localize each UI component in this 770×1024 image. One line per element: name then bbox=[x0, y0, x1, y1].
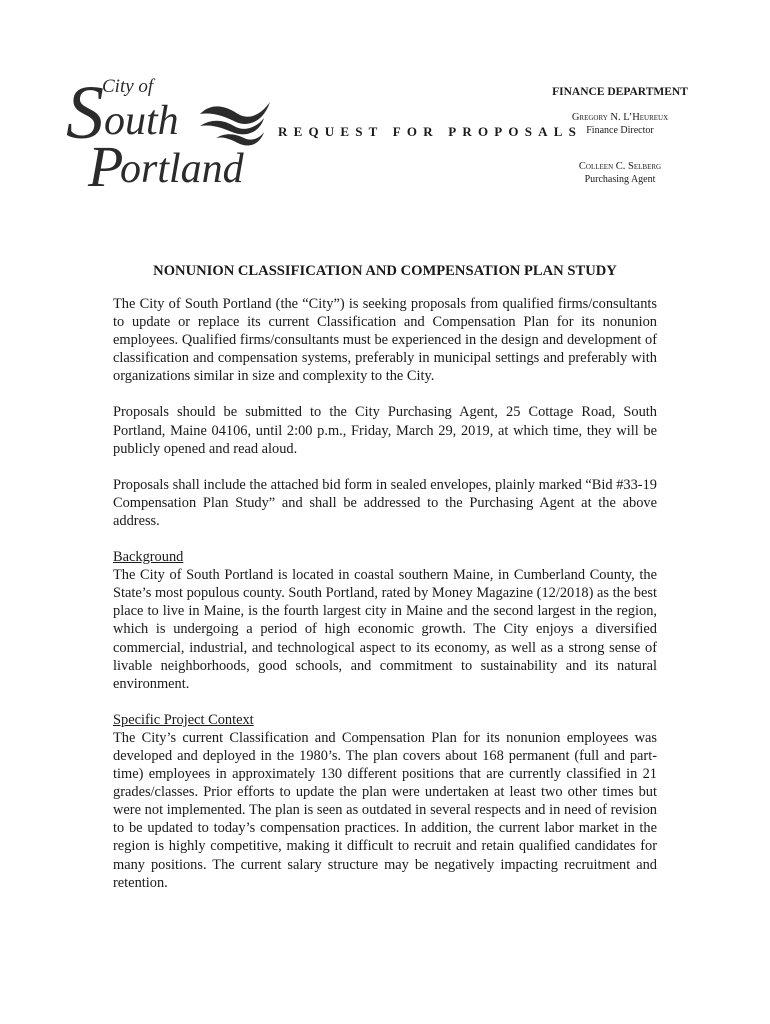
department-heading: FINANCE DEPARTMENT bbox=[552, 86, 688, 98]
rfp-label: REQUEST FOR PROPOSALS bbox=[278, 124, 583, 139]
paragraph-submission: Proposals should be submitted to the City Purchasing Agent, 25 Cottage Road, South Portland, Maine 04106, until 2:00 p.m., Friday, March 29, 2019, at which time, they will be publicly opened and read aloud. bbox=[113, 404, 657, 457]
section-text-project-context: The City’s current Classification and Compensation Plan for its nonunion employees was developed and deployed in the 1980’s. The plan covers about 168 permanent (full and part-time) employees in approximately 130 different positions that are currently classified in 21 grades/classes. Prior efforts to update the plan were undertaken at least two other times but were not implemented. The plan is seen as outdated in several respects and in need of revision to be updated to today’s compensation practices. In addition, the current labor market in the region is highly competitive, making it difficult to recruit and retain qualified candidates for many positions. The current salary structure may be negatively impacting recruitment and retention. bbox=[113, 729, 657, 891]
contact-title: Purchasing Agent bbox=[584, 174, 656, 185]
contact-finance-director bbox=[540, 111, 700, 137]
wave-icon bbox=[200, 102, 270, 146]
section-heading-background: Background bbox=[113, 549, 184, 566]
paragraph-intro: The City of South Portland (the “City”) is seeking proposals from qualified firms/consultants to update or replace its current Classification and Compensation Plan for its nonunion employees. Qualified firms/consultants must be experienced in the design and development of classification and compensation systems, preferably in municipal settings and preferably with organizations similar in size and complexity to the City. bbox=[113, 296, 657, 385]
contact-title: Finance Director bbox=[586, 125, 654, 136]
document-title: NONUNION CLASSIFICATION AND COMPENSATION PLAN STUDY bbox=[153, 263, 617, 279]
city-logo bbox=[66, 74, 276, 192]
section-background bbox=[113, 548, 657, 693]
contact-purchasing-agent bbox=[540, 160, 700, 186]
contact-name: Colleen C. Selberg bbox=[578, 161, 662, 172]
city-logo-graphic bbox=[66, 74, 276, 192]
contact-name: Gregory N. L’Heureux bbox=[571, 112, 669, 123]
section-project-context bbox=[113, 711, 657, 892]
section-text-background: The City of South Portland is located in coastal southern Maine, in Cumberland County, the State’s most populous county. South Portland, rated by Money Magazine (12/2018) as the best place to live in Maine, is the fourth largest city in Maine and the second largest in the region, which is undergoing a period of high economic growth. The City enjoys a diversified commercial, industrial, and technological aspect to its economy, as well as a strong sense of livable neighborhoods, good schools, and commitment to sustainability and its natural environment. bbox=[113, 567, 657, 692]
logo-line2-rest: outh bbox=[104, 98, 179, 144]
document-body bbox=[113, 295, 657, 910]
logo-big-s: S bbox=[66, 74, 104, 155]
paragraph-bid-form: Proposals shall include the attached bid form in sealed envelopes, plainly marked “Bid #33-19 Compensation Plan Study” and shall be addressed to the Purchasing Agent at the above address. bbox=[113, 476, 657, 529]
section-heading-project-context: Specific Project Context bbox=[113, 711, 254, 728]
logo-line1: City of bbox=[102, 76, 154, 97]
logo-line3-rest: ortland bbox=[120, 146, 244, 192]
logo-big-p: P bbox=[88, 134, 124, 192]
